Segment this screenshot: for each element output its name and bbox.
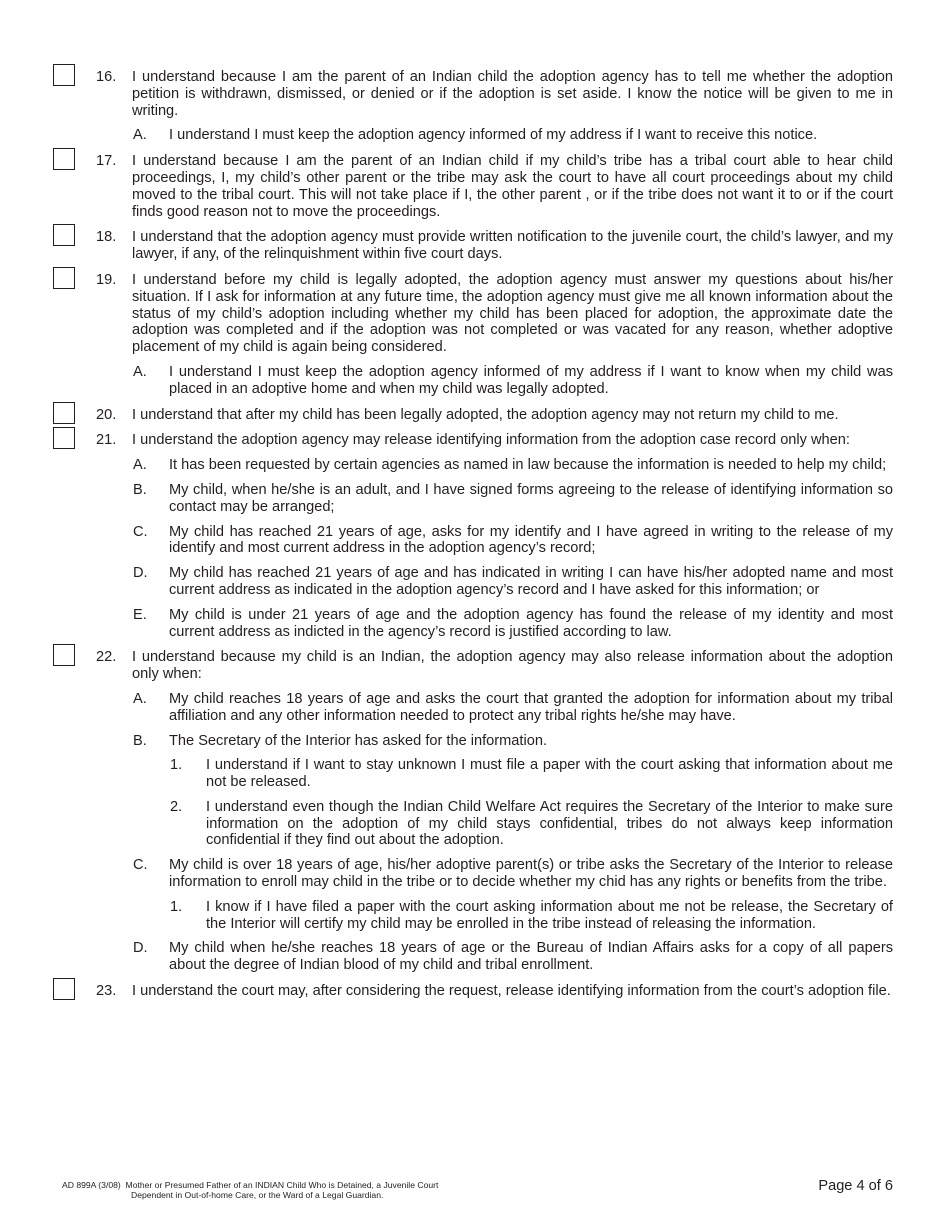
item-23: [0, 983, 950, 1000]
item-21-checkbox[interactable]: [53, 427, 75, 449]
item-22: [0, 649, 950, 974]
form-content: [0, 69, 950, 1000]
sub-item-label: A.: [133, 127, 147, 144]
sub-item: [0, 940, 950, 974]
item-20: [0, 407, 950, 424]
sub-item: [0, 457, 950, 474]
item-18-checkbox[interactable]: [53, 224, 75, 246]
item-20-checkbox[interactable]: [53, 402, 75, 424]
item-number: 18.: [96, 229, 117, 246]
sub-sub-item-label: 1.: [170, 757, 183, 774]
sub-sub-item-text: I understand if I want to stay unknown I must file a paper with the court asking that information about me not be released.: [206, 757, 893, 791]
sub-item-label: D.: [133, 565, 148, 582]
item-text: I understand the court may, after considering the request, release identifying information from the court’s adoption file.: [132, 983, 891, 1000]
item-number: 23.: [96, 983, 117, 1000]
form-footer: [62, 1180, 438, 1200]
sub-item-label: C.: [133, 857, 148, 874]
sub-item-text: I understand I must keep the adoption agency informed of my address if I want to know when my child was placed in an adoptive home and when my child was legally adopted.: [169, 363, 893, 397]
item-17-checkbox[interactable]: [53, 148, 75, 170]
sub-item-text: My child reaches 18 years of age and asks the court that granted the adoption for information about my tribal affiliation and any other information needed to protect any tribal rights he/she may have.: [169, 690, 893, 724]
sub-item: [0, 565, 950, 599]
item-text: I understand because I am the parent of an Indian child if my child’s tribe has a tribal court able to hear child proceedings, I, my child’s other parent or the tribe may ask the court to have all court proceedings about my child moved to the tribal court. This will not take place if I, the other parent , or if the tribe does not want it to or if the court finds good reason not to move the proceedings.: [132, 153, 893, 220]
item-text: I understand the adoption agency may release identifying information from the adoption case record only when:: [132, 432, 850, 449]
sub-item-label: C.: [133, 523, 148, 540]
sub-sub-item-label: 1.: [170, 898, 183, 915]
item-number: 21.: [96, 432, 117, 449]
page-number: Page 4 of 6: [818, 1178, 893, 1194]
item-number: 19.: [96, 271, 117, 288]
sub-item-text: My child when he/she reaches 18 years of age or the Bureau of Indian Affairs asks for a copy of all papers about the degree of Indian blood of my child and tribal enrollment.: [169, 940, 893, 974]
sub-item-label: B.: [133, 481, 147, 498]
sub-item-text: My child, when he/she is an adult, and I have signed forms agreeing to the release of identifying information so contact may be arranged;: [169, 481, 893, 515]
sub-item-text: My child has reached 21 years of age and has indicated in writing I can have his/her adopted name and most current address as indicated in the adoption agency’s record and I have asked for this information; or: [169, 565, 893, 598]
sub-item-label: B.: [133, 732, 147, 749]
sub-sub-item-text: I know if I have filed a paper with the court asking information about me not be release, the Secretary of the Interior will certify my child may be enrolled in the tribe instead of releasing the information.: [206, 898, 893, 932]
item-18: [0, 229, 950, 263]
item-17: [0, 153, 950, 220]
sub-item-label: D.: [133, 940, 148, 957]
item-16: [0, 69, 950, 144]
item-text: I understand that the adoption agency must provide written notification to the juvenile court, the child’s lawyer, and my lawyer, if any, of the relinquishment within five court days.: [132, 229, 893, 263]
form-title-line1: Mother or Presumed Father of an INDIAN Child Who is Detained, a Juvenile Court: [125, 1180, 439, 1190]
item-text: I understand that after my child has been legally adopted, the adoption agency may not return my child to me.: [132, 406, 839, 423]
sub-item: [0, 733, 950, 750]
sub-sub-item: [0, 899, 950, 933]
sub-sub-item-text: I understand even though the Indian Child Welfare Act requires the Secretary of the Interior to make sure information on the adoption of my child stays confidential, tribes do not always keep information confidential if they find out about the adoption.: [206, 798, 893, 849]
form-id: AD 899A (3/08): [62, 1180, 121, 1190]
item-number: 20.: [96, 406, 117, 423]
sub-item-text: I understand I must keep the adoption agency informed of my address if I want to receive this notice.: [169, 127, 818, 144]
sub-item: [0, 607, 950, 641]
sub-item: [0, 857, 950, 891]
sub-sub-item: [0, 757, 950, 791]
sub-item-label: E.: [133, 606, 147, 623]
sub-sub-item-label: 2.: [170, 798, 183, 815]
sub-item-text: The Secretary of the Interior has asked for the information.: [169, 732, 548, 749]
item-19: [0, 272, 950, 398]
sub-item-text: My child is over 18 years of age, his/her adoptive parent(s) or tribe asks the Secretary of the Interior to release information to enroll may child in the tribe or to decide whether my chid has any rights or benefits from the tribe.: [169, 857, 893, 891]
sub-item-label: A.: [133, 690, 147, 707]
form-title-line2: Dependent in Out-of-home Care, or the Ward of a Legal Guardian.: [131, 1190, 384, 1201]
sub-item-label: A.: [133, 457, 147, 474]
item-text: I understand because my child is an Indian, the adoption agency may also release information about the adoption only when:: [132, 649, 893, 683]
sub-item-text: It has been requested by certain agencies as named in law because the information is needed to help my child;: [169, 457, 887, 474]
item-19-checkbox[interactable]: [53, 267, 75, 289]
item-23-checkbox[interactable]: [53, 978, 75, 1000]
sub-item-text: My child has reached 21 years of age, asks for my identify and I have agreed in writing to the release of my identify and most current address in the adoption agency’s record;: [169, 523, 893, 557]
sub-item: [0, 364, 950, 398]
item-text: I understand because I am the parent of an Indian child the adoption agency has to tell me whether the adoption petition is withdrawn, dismissed, or denied or if the adoption is set aside. I know the notice will be given to me in writing.: [132, 69, 893, 119]
item-number: 17.: [96, 153, 117, 170]
item-text: I understand before my child is legally adopted, the adoption agency must answer my questions about his/her situation. If I ask for information at any future time, the adoption agency must give me all known information about the status of my child’s adoption including whether my child has been placed for adoption, the approximate date the adoption was completed and if the adoption was not completed or was vacated for any reason, whether adoptive placement of my child is again being considered.: [132, 271, 893, 356]
item-number: 16.: [96, 69, 117, 85]
item-16-checkbox[interactable]: [53, 64, 75, 86]
item-22-checkbox[interactable]: [53, 644, 75, 666]
sub-item-text: My child is under 21 years of age and the adoption agency has found the release of my identity and most current address as indicted in the agency’s record is justified according to law.: [169, 606, 893, 640]
item-21: [0, 432, 950, 640]
sub-item: [0, 524, 950, 558]
sub-item-label: A.: [133, 363, 147, 380]
item-number: 22.: [96, 649, 117, 666]
sub-item: [0, 127, 950, 144]
sub-item: [0, 482, 950, 516]
sub-sub-item: [0, 799, 950, 849]
sub-item: [0, 691, 950, 725]
